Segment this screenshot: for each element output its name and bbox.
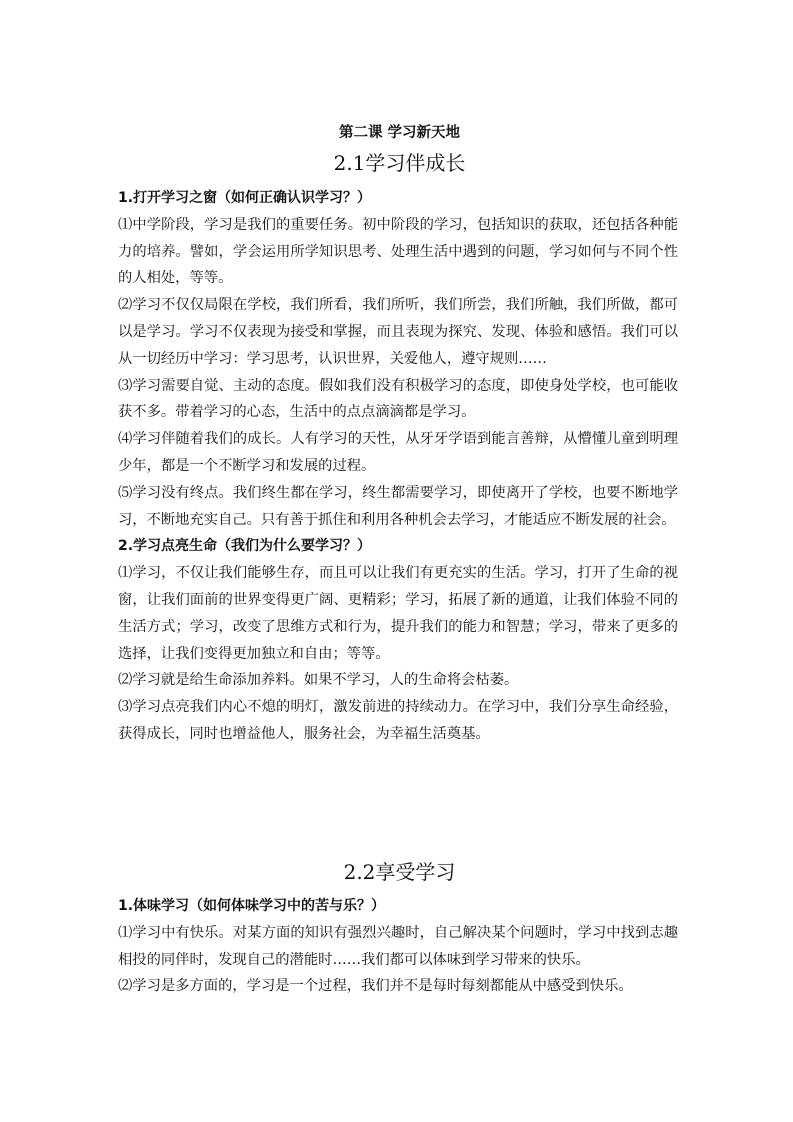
paragraph: ⑴中学阶段，学习是我们的重要任务。初中阶段的学习，包括知识的获取，还包括各种能力的培养。譬如，学会运用所学知识思考、处理生活中遇到的问题，学习如何与不同个性的人相处，等等。 (118, 216, 678, 287)
section-title-2-2: 2.2享受学习 (343, 860, 456, 884)
topic-heading-open-window: 1.打开学习之窗（如何正确认识学习？） (118, 190, 372, 206)
paragraph: ⑵学习不仅仅局限在学校，我们所看，我们所听，我们所尝，我们所触，我们所做，都可以是学习。学习不仅表现为接受和掌握，而且表现为探究、发现、体验和感悟。我们可以从一切经历中学习：学习思考，认识世界，关爱他人，遵守规则…… (118, 297, 678, 367)
topic-heading-taste-learning: 1.体味学习（如何体味学习中的苦与乐？） (118, 898, 386, 914)
topic-heading-light-up-life: 2.学习点亮生命（我们为什么要学习？） (118, 538, 372, 555)
paragraph: ⑶学习需要自觉、主动的态度。假如我们没有积极学习的态度，即使身处学校，也可能收获不多。带着学习的心态，生活中的点点滴滴都是学习。 (118, 377, 678, 421)
paragraph: ⑴学习，不仅让我们能够生存，而且可以让我们有更充实的生活。学习，打开了生命的视窗，让我们面前的世界变得更广阔、更精彩；学习，拓展了新的通道，让我们体验不同的生活方式；学习，改变了思维方式和行为，提升我们的能力和智慧；学习，带来了更多的选择，让我们变得更加独立和自由；等等。 (118, 565, 678, 662)
section-title-2-1: 2.1学习伴成长 (333, 151, 466, 175)
section-2-2-content (118, 893, 678, 1000)
chapter-title: 第二课 学习新天地 (338, 125, 461, 141)
paragraph: ⑴学习中有快乐。对某方面的知识有强烈兴趣时，自己解决某个问题时，学习中找到志趣相投的同伴时，发现自己的潜能时……我们都可以体味到学习带来的快乐。 (118, 924, 678, 968)
section-2-1-content (118, 185, 678, 748)
paragraph: ⑵学习就是给生命添加养料。如果不学习，人的生命将会枯萎。 (118, 672, 519, 689)
paragraph: ⑷学习伴随着我们的成长。人有学习的天性，从牙牙学语到能言善辩，从懵懂儿童到明理少年，都是一个不断学习和发展的过程。 (118, 431, 678, 474)
paragraph: ⑵学习是多方面的，学习是一个过程，我们并不是每时每刻都能从中感受到快乐。 (118, 978, 633, 995)
paragraph: ⑶学习点亮我们内心不熄的明灯，激发前进的持续动力。在学习中，我们分享生命经验，获得成长，同时也增益他人，服务社会，为幸福生活奠基。 (118, 699, 678, 742)
paragraph: ⑸学习没有终点。我们终生都在学习，终生都需要学习，即使离开了学校，也要不断地学习，不断地充实自己。只有善于抓住和利用各种机会去学习，才能适应不断发展的社会。 (118, 484, 678, 528)
